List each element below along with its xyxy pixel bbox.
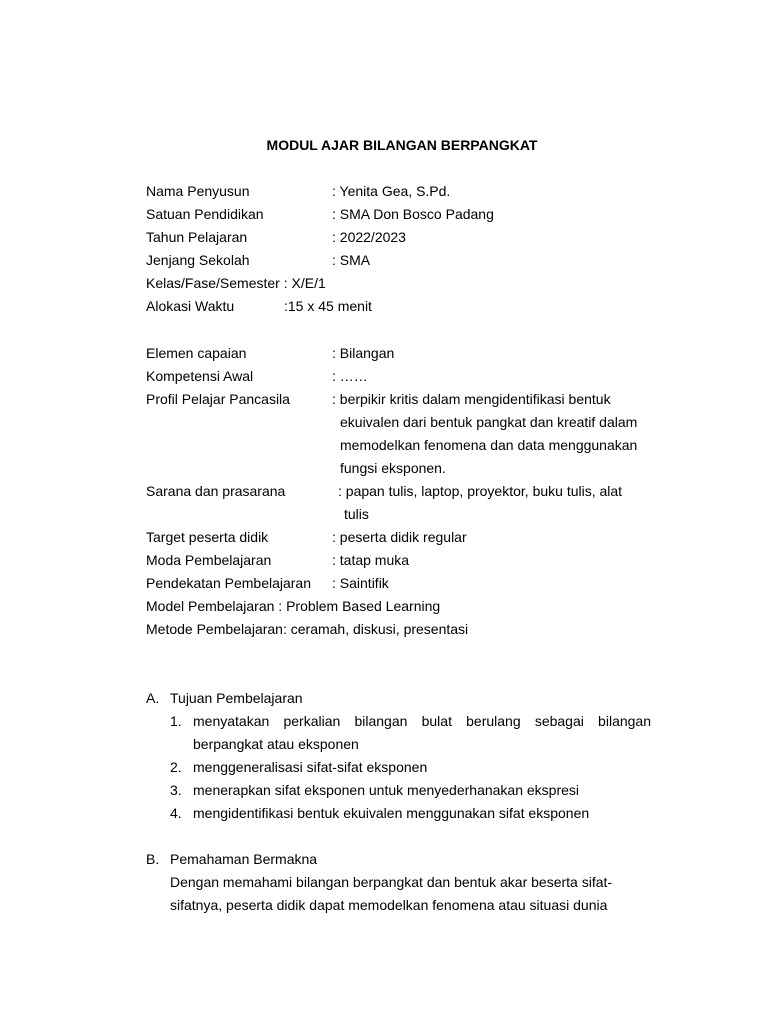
satuan-pendidikan-label: Satuan Pendidikan xyxy=(146,206,264,222)
list-item-text: menerapkan sifat eksponen untuk menyederhanakan ekspresi xyxy=(193,782,580,798)
elemen-capaian-value: : Bilangan xyxy=(332,345,395,361)
sarana-prasarana-line: : papan tulis, laptop, proyektor, buku tulis, alat xyxy=(338,483,623,499)
list-item-text: mengidentifikasi bentuk ekuivalen menggunakan sifat eksponen xyxy=(193,805,590,821)
target-peserta-label: Target peserta didik xyxy=(146,529,269,545)
profil-pelajar-line: ekuivalen dari bentuk pangkat dan kreatif dalam xyxy=(340,414,638,430)
jenjang-sekolah-value: : SMA xyxy=(332,252,371,268)
profil-pelajar-line: memodelkan fenomena dan data menggunakan xyxy=(340,437,638,453)
tahun-pelajaran-label: Tahun Pelajaran xyxy=(146,229,248,245)
kompetensi-awal-label: Kompetensi Awal xyxy=(146,368,254,384)
metode-pembelajaran: Metode Pembelajaran: ceramah, diskusi, presentasi xyxy=(146,621,469,637)
list-item-text: menyatakan perkalian bilangan bulat berulang sebagai bilangan xyxy=(193,713,651,729)
list-item-number: 1. xyxy=(170,713,182,729)
elemen-capaian-label: Elemen capaian xyxy=(146,345,247,361)
pendekatan-pembelajaran-value: : Saintifik xyxy=(332,575,389,591)
satuan-pendidikan-value: : SMA Don Bosco Padang xyxy=(332,206,494,222)
section-b-paragraph-line: sifatnya, peserta didik dapat memodelkan fenomena atau situasi dunia xyxy=(170,897,608,913)
kompetensi-awal-value: : …… xyxy=(332,368,368,384)
profil-pelajar-label: Profil Pelajar Pancasila xyxy=(146,391,290,407)
list-item-text: menggeneralisasi sifat-sifat eksponen xyxy=(193,759,428,775)
list-item-number: 2. xyxy=(170,759,182,775)
list-item-number: 4. xyxy=(170,805,182,821)
section-a-heading: Tujuan Pembelajaran xyxy=(170,690,303,706)
target-peserta-value: : peserta didik regular xyxy=(332,529,467,545)
section-b-heading: Pemahaman Bermakna xyxy=(170,851,318,867)
section-b-marker: B. xyxy=(146,851,160,867)
tahun-pelajaran-value: : 2022/2023 xyxy=(332,229,406,245)
model-pembelajaran: Model Pembelajaran : Problem Based Learning xyxy=(146,598,441,614)
section-a-marker: A. xyxy=(146,690,160,706)
nama-penyusun-value: : Yenita Gea, S.Pd. xyxy=(332,183,451,199)
list-item-text: berpangkat atau eksponen xyxy=(193,736,359,752)
alokasi-waktu-label: Alokasi Waktu xyxy=(146,298,235,314)
sarana-prasarana-label: Sarana dan prasarana xyxy=(146,483,286,499)
alokasi-waktu-value: :15 x 45 menit xyxy=(284,298,372,314)
moda-pembelajaran-label: Moda Pembelajaran xyxy=(146,552,272,568)
pendekatan-pembelajaran-label: Pendekatan Pembelajaran xyxy=(146,575,312,591)
profil-pelajar-line: fungsi eksponen. xyxy=(340,460,446,476)
nama-penyusun-label: Nama Penyusun xyxy=(146,183,250,199)
moda-pembelajaran-value: : tatap muka xyxy=(332,552,410,568)
list-item-number: 3. xyxy=(170,782,182,798)
sarana-prasarana-line: tulis xyxy=(344,506,369,522)
profil-pelajar-line: : berpikir kritis dalam mengidentifikasi bentuk xyxy=(332,391,611,407)
document-title: MODUL AJAR BILANGAN BERPANGKAT xyxy=(266,137,538,153)
jenjang-sekolah-label: Jenjang Sekolah xyxy=(146,252,250,268)
section-b-paragraph-line: Dengan memahami bilangan berpangkat dan bentuk akar beserta sifat- xyxy=(170,874,613,890)
kelas-fase-semester: Kelas/Fase/Semester : X/E/1 xyxy=(146,275,326,291)
